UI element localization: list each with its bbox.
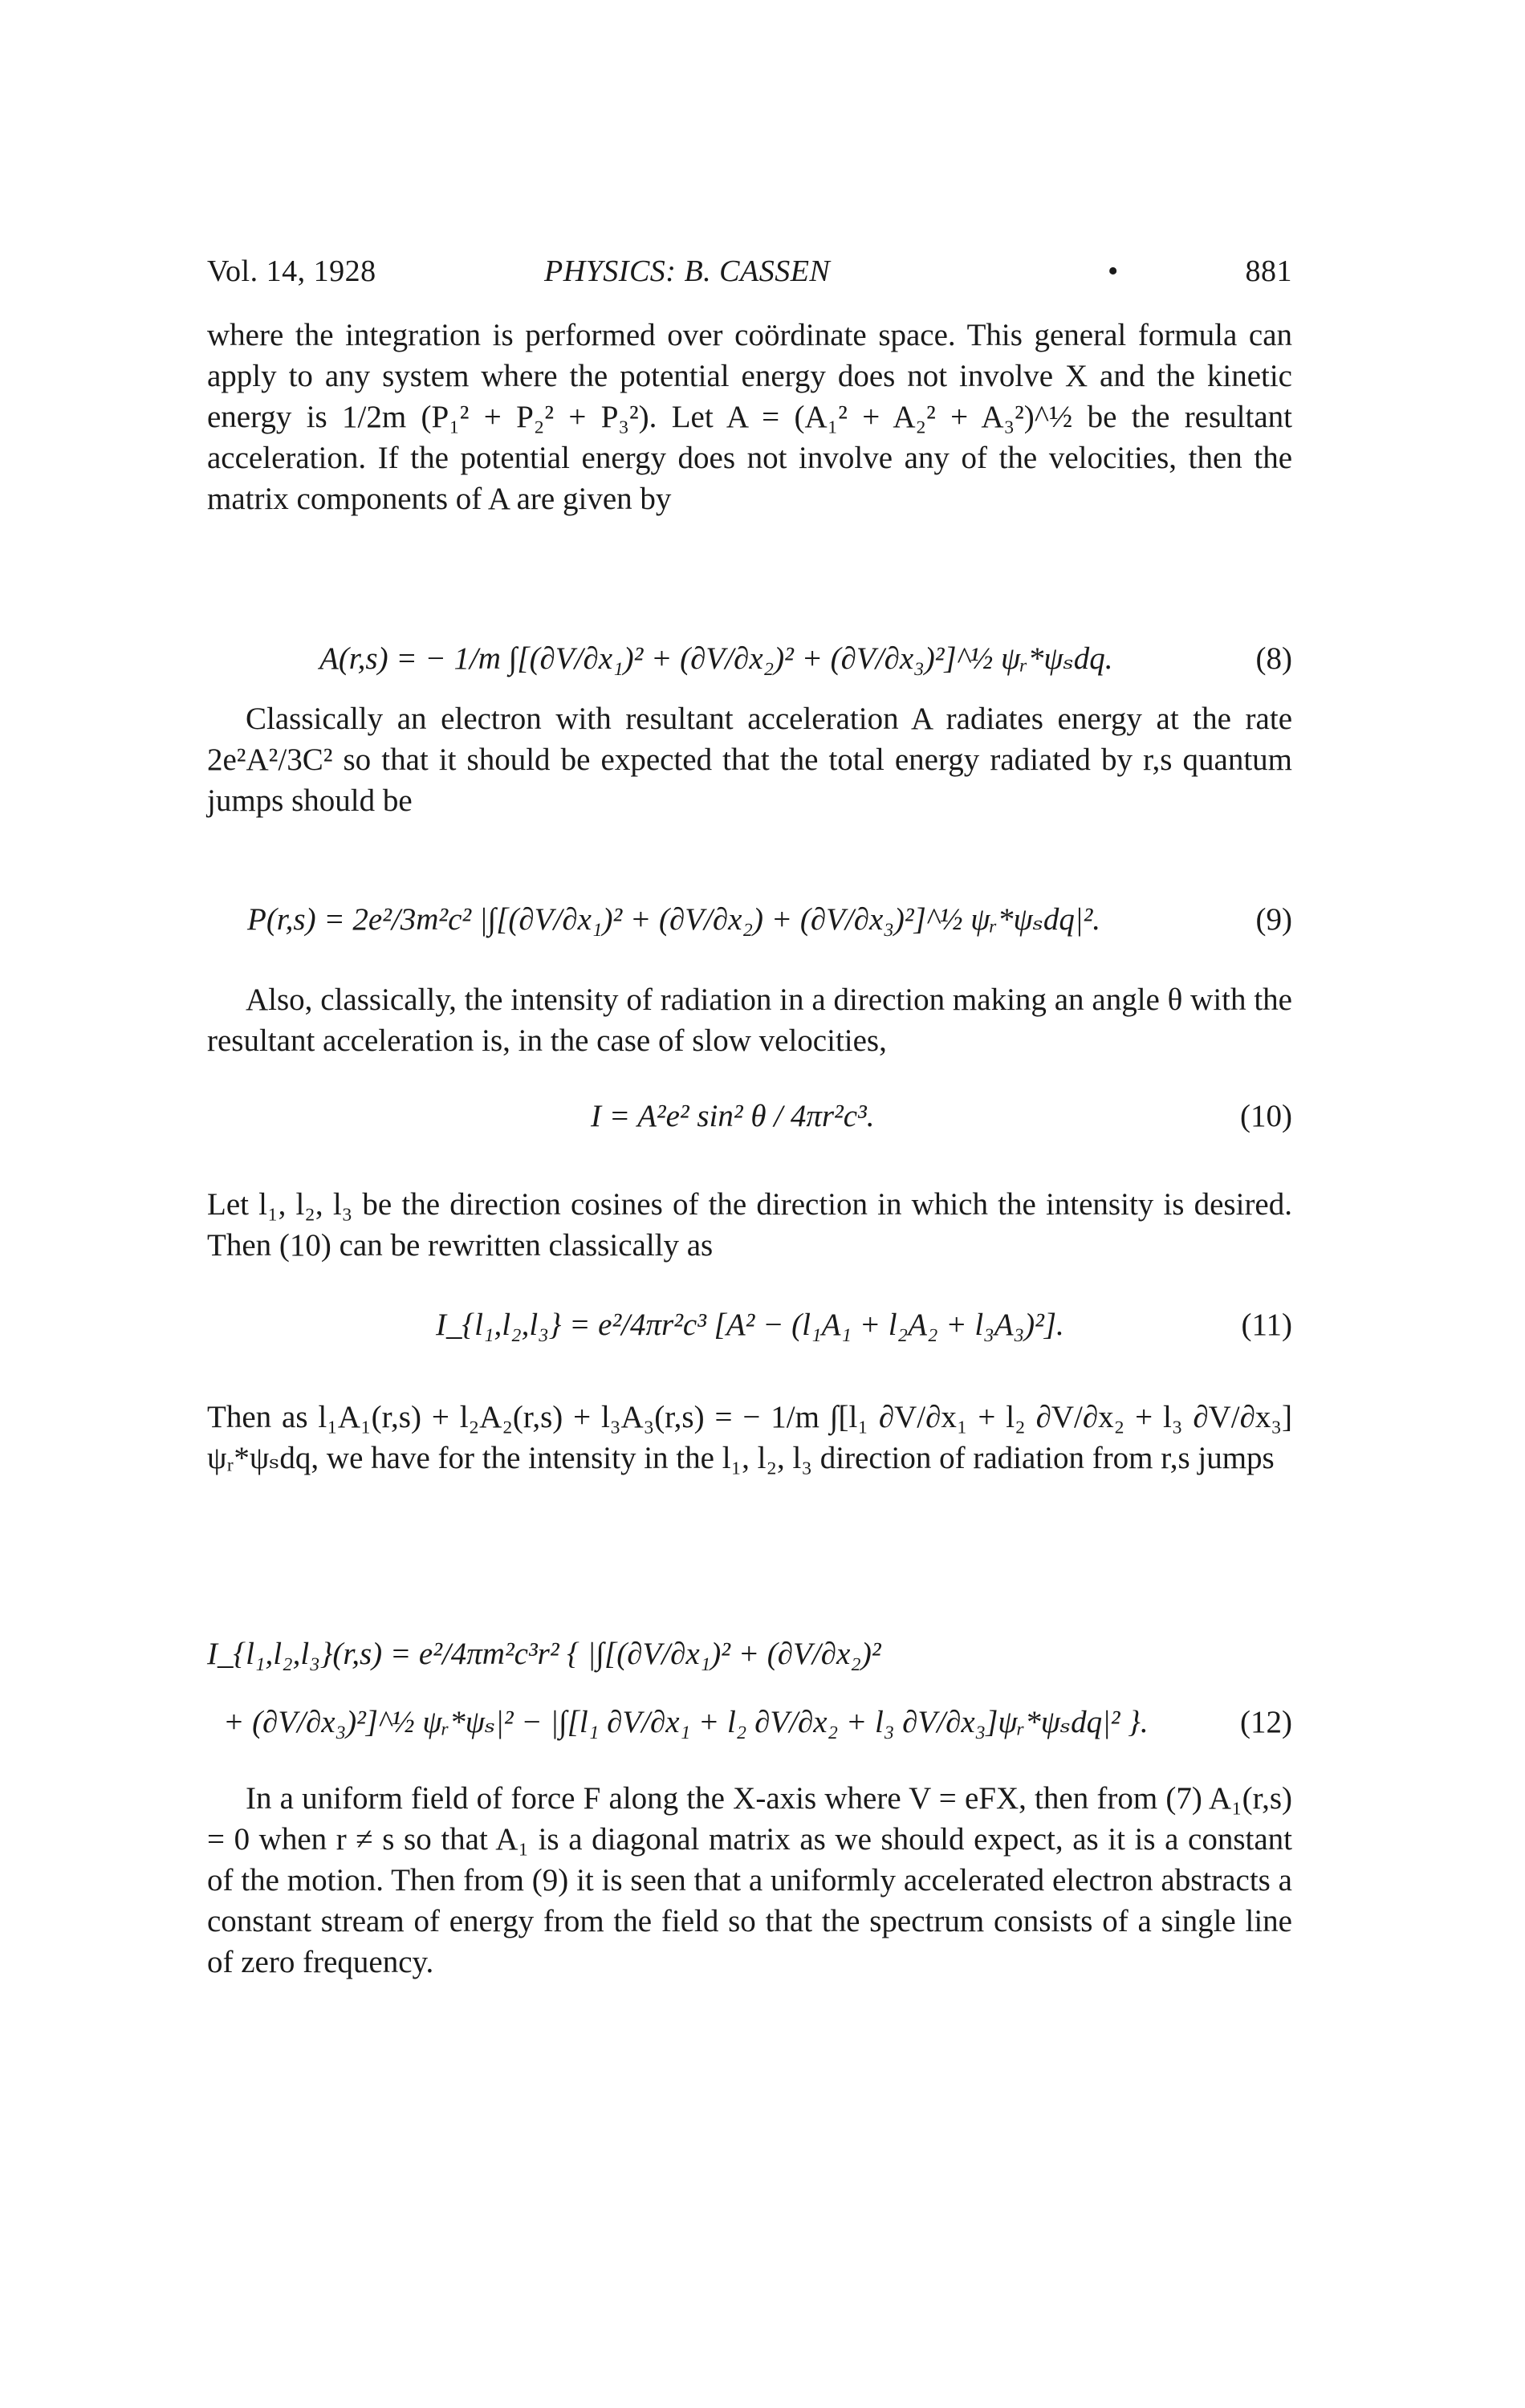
equation-8-number: (8): [1255, 641, 1292, 676]
equation-12-line-2: [207, 1702, 1292, 1750]
paragraph-6: In a uniform field of force F along the X-axis where V = eFX, then from (7) A₁(r,s) = 0 when r ≠ s so that A₁ is a diagonal matrix as we should expect, as it is a constant of the motion. Then from (9) it is seen that a uniformly accelerated electron abstracts a constant stream of energy from the field so that the spectrum consists of a single line of zero frequency.: [207, 1781, 1292, 1979]
equation-9-number: (9): [1255, 902, 1292, 937]
equation-11-number: (11): [1241, 1308, 1292, 1342]
equation-12-body-line-1: I_{l₁,l₂,l₃}(r,s) = e²/4πm²c³r² { |∫[(∂V/∂x₁)² + (∂V/∂x₂)²: [207, 1637, 881, 1671]
paragraph-5: Then as l₁A₁(r,s) + l₂A₂(r,s) + l₃A₃(r,s) = − 1/m ∫[l₁ ∂V/∂x₁ + l₂ ∂V/∂x₂ + l₃ ∂V/∂x₃] ψᵣ*ψₛdq, we have for the intensity in the l₁, l₂, l₃ direction of radiation from r,s jumps: [207, 1400, 1292, 1475]
header-volume: Vol. 14, 1928: [207, 254, 376, 288]
paragraph-4: Let l₁, l₂, l₃ be the direction cosines of the direction in which the intensity is desired. Then (10) can be rewritten classically as: [207, 1187, 1292, 1263]
equation-10: [207, 1096, 1292, 1144]
header-page-number: 881: [1245, 254, 1292, 288]
paragraph-3: Also, classically, the intensity of radiation in a direction making an angle θ with the resultant acceleration is, in the case of slow velocities,: [207, 982, 1292, 1058]
equation-8-body: A(r,s) = − 1/m ∫[(∂V/∂x₁)² + (∂V/∂x₂)² + (∂V/∂x₃)²]^½ ψᵣ*ψₛdq.: [319, 641, 1113, 676]
paragraph-1: where the integration is performed over coördinate space. This general formula can apply to any system where the potential energy does not involve X and the kinetic energy is 1/2m (P₁² + P₂² + P₃²). Let A = (A₁² + A₂² + A₃²)^½ be the resultant acceleration. If the potential energy does not involve any of the velocities, then the matrix components of A are given by: [207, 318, 1292, 516]
header-marker: •: [1108, 254, 1119, 288]
equation-12-body-line-2: + (∂V/∂x₃)²]^½ ψᵣ*ψₛ|² − |∫[l₁ ∂V/∂x₁ + l₂ ∂V/∂x₂ + l₃ ∂V/∂x₃]ψᵣ*ψₛdq|² }.: [223, 1705, 1149, 1739]
equation-12-number: (12): [1240, 1705, 1292, 1739]
paragraph-2: Classically an electron with resultant acceleration A radiates energy at the rate 2e²A²/3C² so that it should be expected that the total energy radiated by r,s quantum jumps should be: [207, 702, 1292, 818]
equation-12-line-1: [207, 1633, 1292, 1682]
equation-8: [207, 638, 1292, 686]
equation-11: [207, 1304, 1292, 1352]
header-title: PHYSICS: B. CASSEN: [544, 254, 831, 288]
equation-9: [207, 899, 1292, 947]
equation-10-number: (10): [1240, 1099, 1292, 1133]
running-header: [207, 254, 1292, 294]
equation-10-body: I = A²e² sin² θ / 4πr²c³.: [591, 1099, 875, 1133]
equation-11-body: I_{l₁,l₂,l₃} = e²/4πr²c³ [A² − (l₁A₁ + l₂A₂ + l₃A₃)²].: [436, 1308, 1064, 1342]
equation-9-body: P(r,s) = 2e²/3m²c² |∫[(∂V/∂x₁)² + (∂V/∂x₂) + (∂V/∂x₃)²]^½ ψᵣ*ψₛdq|².: [247, 902, 1101, 937]
